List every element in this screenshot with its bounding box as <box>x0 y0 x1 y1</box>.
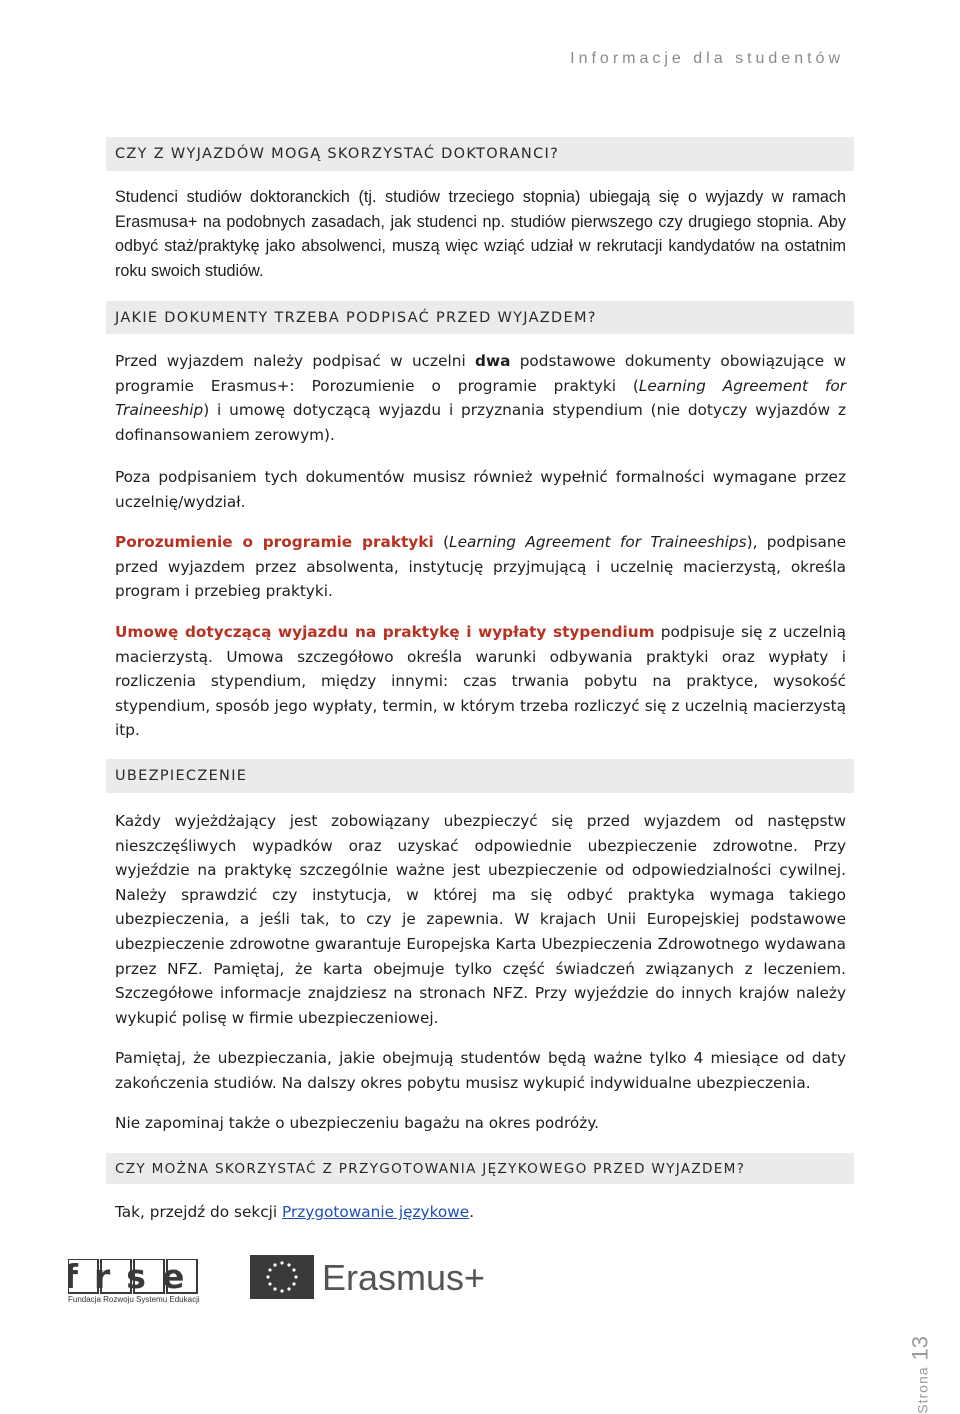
page-number-block <box>896 1246 936 1414</box>
section-heading-insurance: UBEZPIECZENIE <box>106 759 854 793</box>
section-heading-documents: JAKIE DOKUMENTY TRZEBA PODPISAĆ PRZED WYJAZDEM? <box>106 301 854 334</box>
documents-paragraph-1: Przed wyjazdem należy podpisać w uczelni dwa podstawowe dokumenty obowiązujące w programie Erasmus+: Porozumienie o programie praktyki (Learning Agreement for Traineeship) i umowę dotyczącą wyjazdu i przyznania stypendium (nie dotyczy wyjazdów z dofinansowaniem zerowym). <box>115 352 846 444</box>
frse-logo <box>68 1259 198 1299</box>
section-heading-doctoral: CZY Z WYJAZDÓW MOGĄ SKORZYSTAĆ DOKTORANCI? <box>106 137 854 171</box>
term-learning-agreement: Porozumienie o programie praktyki <box>115 533 434 551</box>
documents-paragraph-3: Porozumienie o programie praktyki (Learning Agreement for Traineeships), podpisane przed wyjazdem przez absolwenta, instytucję przyjmującą i uczelnię macierzystą, określa program i przebieg praktyki. <box>115 533 846 601</box>
svg-text:frse: frse <box>68 1259 198 1295</box>
doctoral-paragraph: Studenci studiów doktoranckich (tj. studiów trzeciego stopnia) ubiegają się o wyjazdy w ramach Erasmusa+ na podobnych zasadach, jak studenci np. studiów pierwszego czy drugiego stopnia. Aby odbyć staż/praktykę jako absolwenci, muszą więc wziąć udział w rekrutacji kandydatów na ostatnim roku swoich studiów. <box>115 188 846 280</box>
footer <box>0 1235 960 1340</box>
documents-paragraph-2: Poza podpisaniem tych dokumentów musisz również wypełnić formalności wymagane przez uczelnię/wydział. <box>115 468 846 511</box>
language-paragraph: Tak, przejdź do sekcji Przygotowanie językowe. <box>115 1203 475 1221</box>
frse-logo-mark <box>68 1259 198 1295</box>
insurance-paragraph-1: Każdy wyjeżdżający jest zobowiązany ubezpieczyć się przed wyjazdem od następstw nieszczęśliwych wypadków oraz uzyskać odpowiednie ubezpieczenie zdrowotne. Przy wyjeździe na praktykę szczególnie ważne jest ubezpieczenie od odpowiedzialności cywilnej. Należy sprawdzić czy instytucja, w której ma się odbyć praktyka wymaga takiego ubezpieczenia, a jeśli tak, to czy je zapewnia. W krajach Unii Europejskiej podstawowe ubezpieczenie zdrowotne gwarantuje Europejska Karta Ubezpieczenia Zdrowotnego wydawana przez NFZ. Pamiętaj, że karta obejmuje tylko część świadczeń związanych z leczeniem. Szczegółowe informacje znajdziesz na stronach NFZ. Przy wyjeździe do innych krajów należy wykupić polisę w firmie ubezpieczeniowej. <box>115 812 846 1027</box>
emphasis-two: dwa <box>475 352 511 370</box>
insurance-paragraph-2: Pamiętaj, że ubezpieczania, jakie obejmują studentów będą ważne tylko 4 miesiące od daty zakończenia studiów. Na dalszy okres pobytu musisz wykupić indywidualne ubezpieczenia. <box>115 1049 846 1092</box>
link-language-preparation[interactable]: Przygotowanie językowe <box>282 1203 470 1221</box>
eu-flag-icon <box>250 1255 314 1299</box>
erasmus-logo-text: Erasmus+ <box>322 1257 486 1298</box>
insurance-paragraph-3: Nie zapominaj także o ubezpieczeniu bagażu na okres podróży. <box>115 1114 600 1132</box>
documents-paragraph-4: Umowę dotyczącą wyjazdu na praktykę i wypłaty stypendium podpisuje się z uczelnią macierzystą. Umowa szczegółowo określa warunki odbywania praktyki oraz wypłaty i rozliczenia stypendium, między innymi: czas trwania pobytu na praktyce, wysokość stypendium, sposób jego wypłaty, termin, w którym trzeba rozliczyć się z uczelnią macierzystą itp. <box>115 623 846 740</box>
term-grant-agreement: Umowę dotyczącą wyjazdu na praktykę i wypłaty stypendium <box>115 623 655 641</box>
section-heading-language: CZY MOŻNA SKORZYSTAĆ Z PRZYGOTOWANIA JĘZYKOWEGO PRZED WYJAZDEM? <box>106 1153 854 1184</box>
page-number: 13 <box>908 1336 933 1361</box>
page-label: Strona <box>915 1366 931 1414</box>
header-title: Informacje dla studentów <box>570 50 844 67</box>
frse-subtitle: Fundacja Rozwoju Systemu Edukacji <box>68 1295 200 1304</box>
